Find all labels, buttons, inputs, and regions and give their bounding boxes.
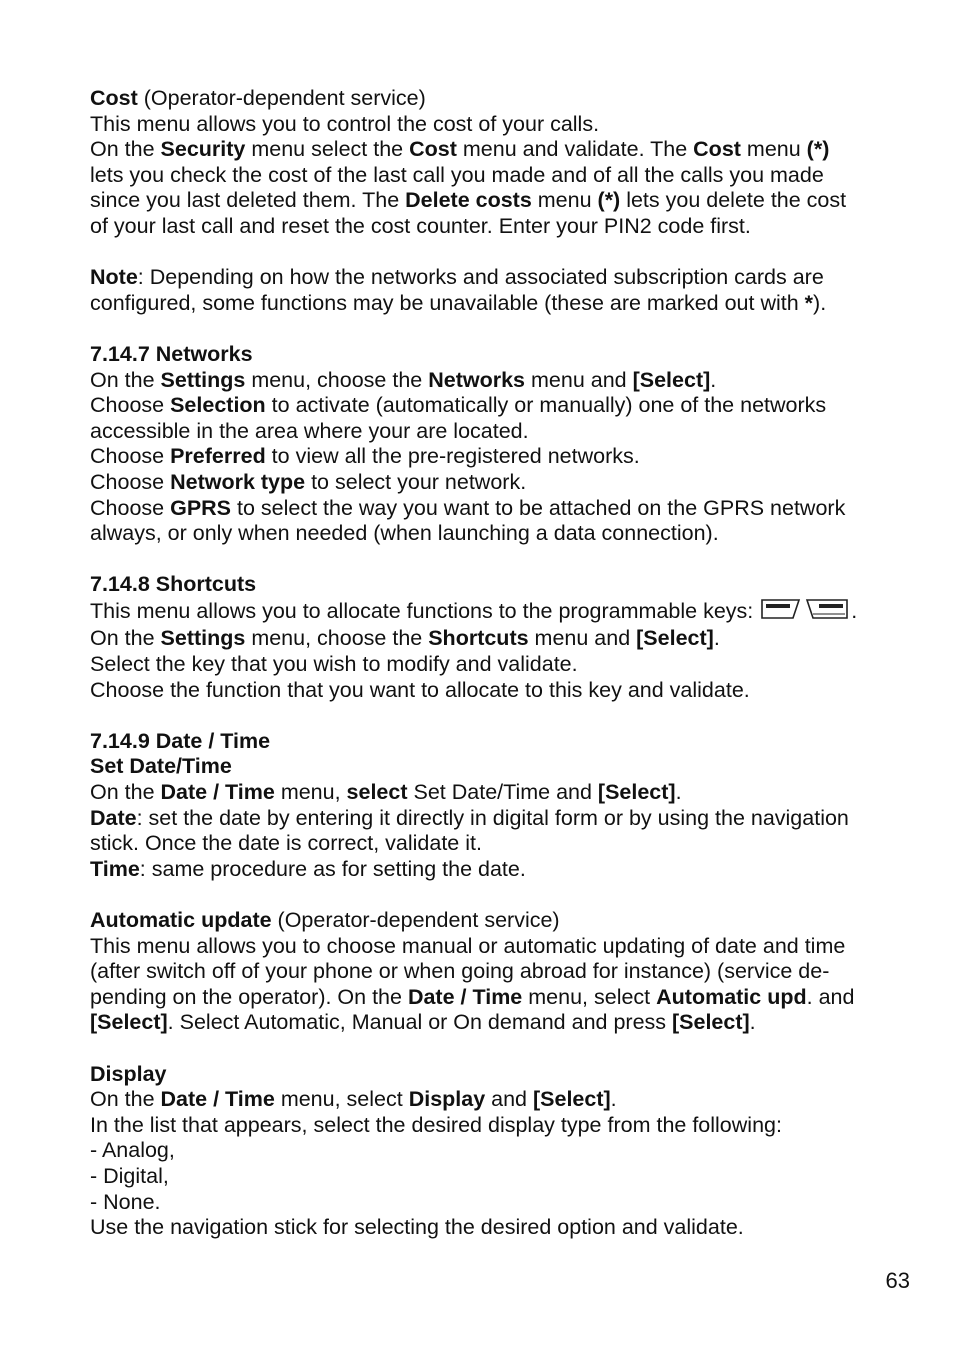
networks-line-2: Choose Selection to activate (automatically or manually) one of the networks (90, 393, 827, 418)
autoupdate-title: Automatic update (90, 908, 272, 932)
note-line-1: Note: Depending on how the networks and associated subscription cards are (90, 265, 824, 290)
shortcuts-line-1: This menu allows you to allocate functions to the programmable keys: . (90, 598, 920, 627)
page-content (90, 86, 920, 1266)
autoupdate-section (90, 908, 920, 1036)
cost-line-5: of your last call and reset the cost counter. Enter your PIN2 code first. (90, 213, 751, 238)
datetime-line-3: stick. Once the date is correct, validate it. (90, 831, 482, 856)
datetime-section (90, 729, 920, 883)
display-option: - Analog, (90, 1138, 175, 1163)
shortcuts-section (90, 572, 920, 703)
display-line-3: Use the navigation stick for selecting the desired option and validate. (90, 1215, 744, 1240)
cost-title: Cost (90, 86, 138, 110)
datetime-heading: 7.14.9 Date / Time (90, 728, 271, 753)
note-line-2: configured, some functions may be unavailable (these are marked out with *). (90, 290, 827, 315)
networks-line-7: always, or only when needed (when launching a data connection). (90, 521, 719, 546)
datetime-line-2: Date: set the date by entering it directly in digital form or by using the navigation (90, 805, 849, 830)
cost-section (90, 86, 920, 240)
shortcuts-line-3: Select the key that you wish to modify and validate. (90, 652, 578, 677)
display-option: - Digital, (90, 1163, 169, 1188)
shortcuts-line-2: On the Settings menu, choose the Shortcuts menu and [Select]. (90, 626, 720, 651)
display-title: Display (90, 1061, 167, 1086)
autoupdate-title-line: Automatic update (Operator-dependent service) (90, 908, 560, 932)
networks-heading: 7.14.7 Networks (90, 341, 253, 366)
networks-line-6: Choose GPRS to select the way you want to be attached on the GPRS network (90, 495, 846, 520)
networks-line-5: Choose Network type to select your network. (90, 469, 527, 494)
display-line-2: In the list that appears, select the desired display type from the following: (90, 1112, 782, 1137)
networks-line-1: On the Settings menu, choose the Networks menu and [Select]. (90, 367, 717, 392)
datetime-line-4: Time: same procedure as for setting the date. (90, 856, 526, 881)
autoupdate-line-4: [Select]. Select Automatic, Manual or On demand and press [Select]. (90, 1010, 756, 1035)
note-label: Note (90, 265, 138, 290)
left-softkey-icon (761, 598, 801, 627)
cost-line-2: On the Security menu select the Cost menu and validate. The Cost menu (*) (90, 137, 830, 162)
shortcuts-line-4: Choose the function that you want to allocate to this key and validate. (90, 677, 750, 702)
page-number: 63 (885, 1268, 910, 1293)
datetime-line-1: On the Date / Time menu, select Set Date/Time and [Select]. (90, 780, 682, 805)
note-section (90, 265, 920, 316)
cost-line-3: lets you check the cost of the last call you made and of all the calls you made (90, 162, 824, 187)
set-datetime-subheading: Set Date/Time (90, 754, 232, 779)
cost-title-line: Cost (Operator-dependent service) (90, 86, 426, 110)
display-option: - None. (90, 1189, 161, 1214)
autoupdate-line-2: (after switch off of your phone or when going abroad for instance) (service de- (90, 959, 830, 984)
networks-line-3: accessible in the area where your are located. (90, 418, 529, 443)
display-line-1: On the Date / Time menu, select Display and [Select]. (90, 1087, 617, 1112)
cost-line-4: since you last deleted them. The Delete costs menu (*) lets you delete the cost (90, 188, 847, 213)
networks-section (90, 342, 920, 547)
right-softkey-icon (805, 598, 849, 627)
autoupdate-line-3: pending on the operator). On the Date / Time menu, select Automatic upd. and (90, 984, 855, 1009)
cost-line-1: This menu allows you to control the cost of your calls. (90, 111, 600, 136)
networks-line-4: Choose Preferred to view all the pre-registered networks. (90, 444, 640, 469)
display-section (90, 1062, 920, 1241)
autoupdate-line-1: This menu allows you to choose manual or automatic updating of date and time (90, 933, 846, 958)
shortcuts-heading: 7.14.8 Shortcuts (90, 572, 257, 597)
